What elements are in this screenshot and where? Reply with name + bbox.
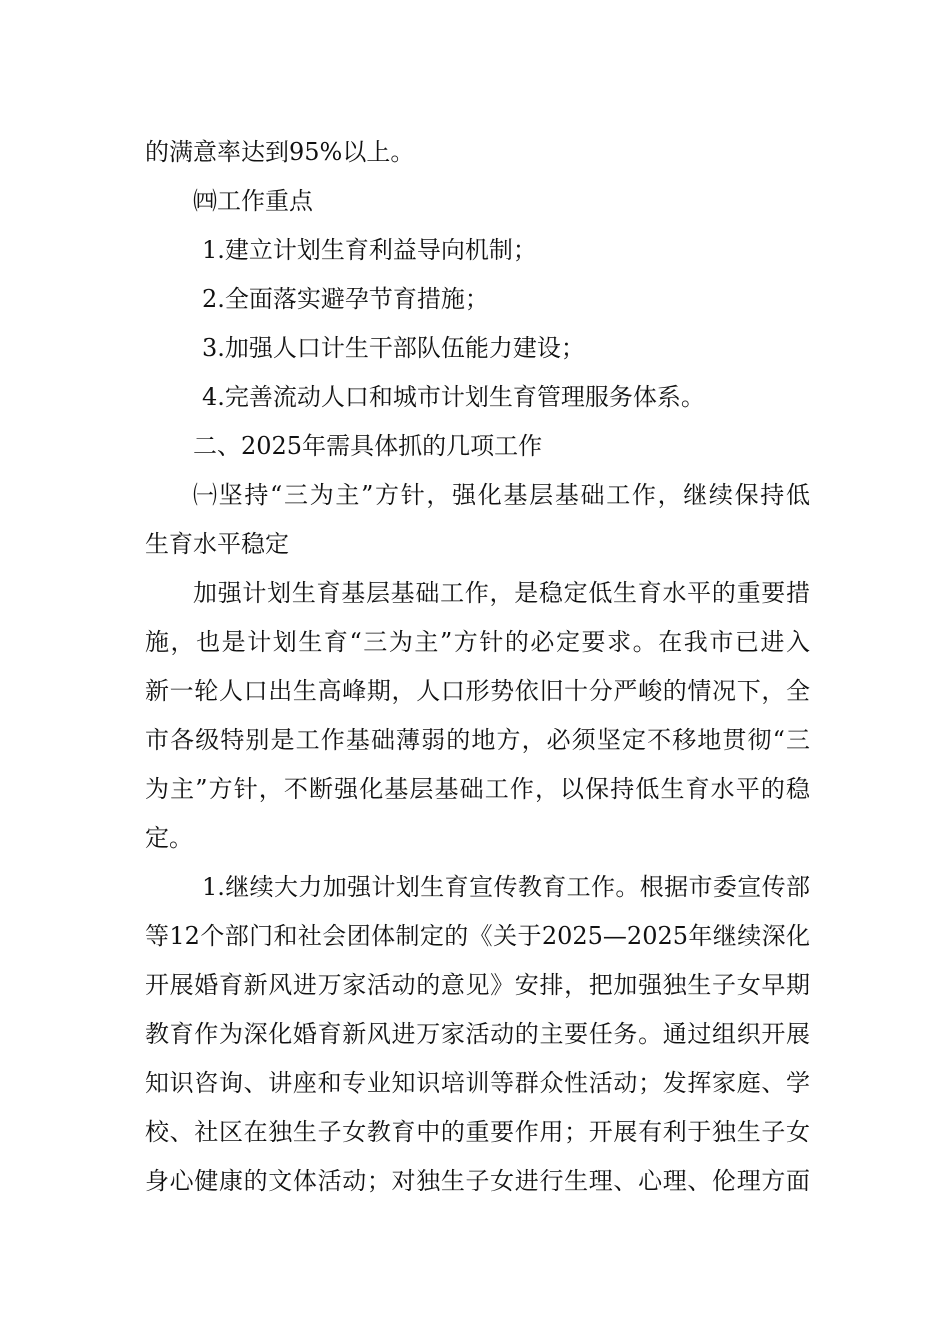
paragraph-line: 等12个部门和社会团体制定的《关于2025—2025年继续深化 [145,922,810,950]
paragraph-line: 开展婚育新风进万家活动的意见》安排，把加强独生子女早期 [145,971,810,999]
paragraph-line: 教育作为深化婚育新风进万家活动的主要任务。通过组织开展 [145,1020,810,1048]
paragraph-line: 校、社区在独生子女教育中的重要作用；开展有利于独生子女 [145,1118,810,1146]
subsection-heading-line: ㈠坚持“三为主”方针，强化基层基础工作，继续保持低 [193,481,810,509]
list-item-3: 3.加强人口计生干部队伍能力建设； [202,334,585,362]
paragraph-line: 定。 [145,824,193,852]
paragraph-line: 新一轮人口出生高峰期，人口形势依旧十分严峻的情况下，全 [145,677,810,705]
list-item-4: 4.完善流动人口和城市计划生育管理服务体系。 [202,383,705,411]
paragraph-line: 身心健康的文体活动；对独生子女进行生理、心理、伦理方面 [145,1167,810,1195]
section-heading-work-focus: ㈣工作重点 [193,187,313,215]
paragraph-line: 施，也是计划生育“三为主”方针的必定要求。在我市已进入 [145,628,810,656]
paragraph-line: 为主”方针，不断强化基层基础工作，以保持低生育水平的稳 [145,775,810,803]
paragraph-line: 1.继续大力加强计划生育宣传教育工作。根据市委宣传部 [202,873,810,901]
paragraph-line: 知识咨询、讲座和专业知识培训等群众性活动；发挥家庭、学 [145,1069,810,1097]
list-item-1: 1.建立计划生育利益导向机制； [202,236,537,264]
section-heading-two: 二、2025年需具体抓的几项工作 [193,432,543,460]
document-body [145,128,810,1206]
paragraph-line-continuation: 的满意率达到95%以上。 [145,138,415,166]
list-item-2: 2.全面落实避孕节育措施； [202,285,489,313]
paragraph-line: 市各级特别是工作基础薄弱的地方，必须坚定不移地贯彻“三 [145,726,810,754]
paragraph-line: 加强计划生育基层基础工作，是稳定低生育水平的重要措 [193,579,810,607]
subsection-heading-line: 生育水平稳定 [145,530,289,558]
